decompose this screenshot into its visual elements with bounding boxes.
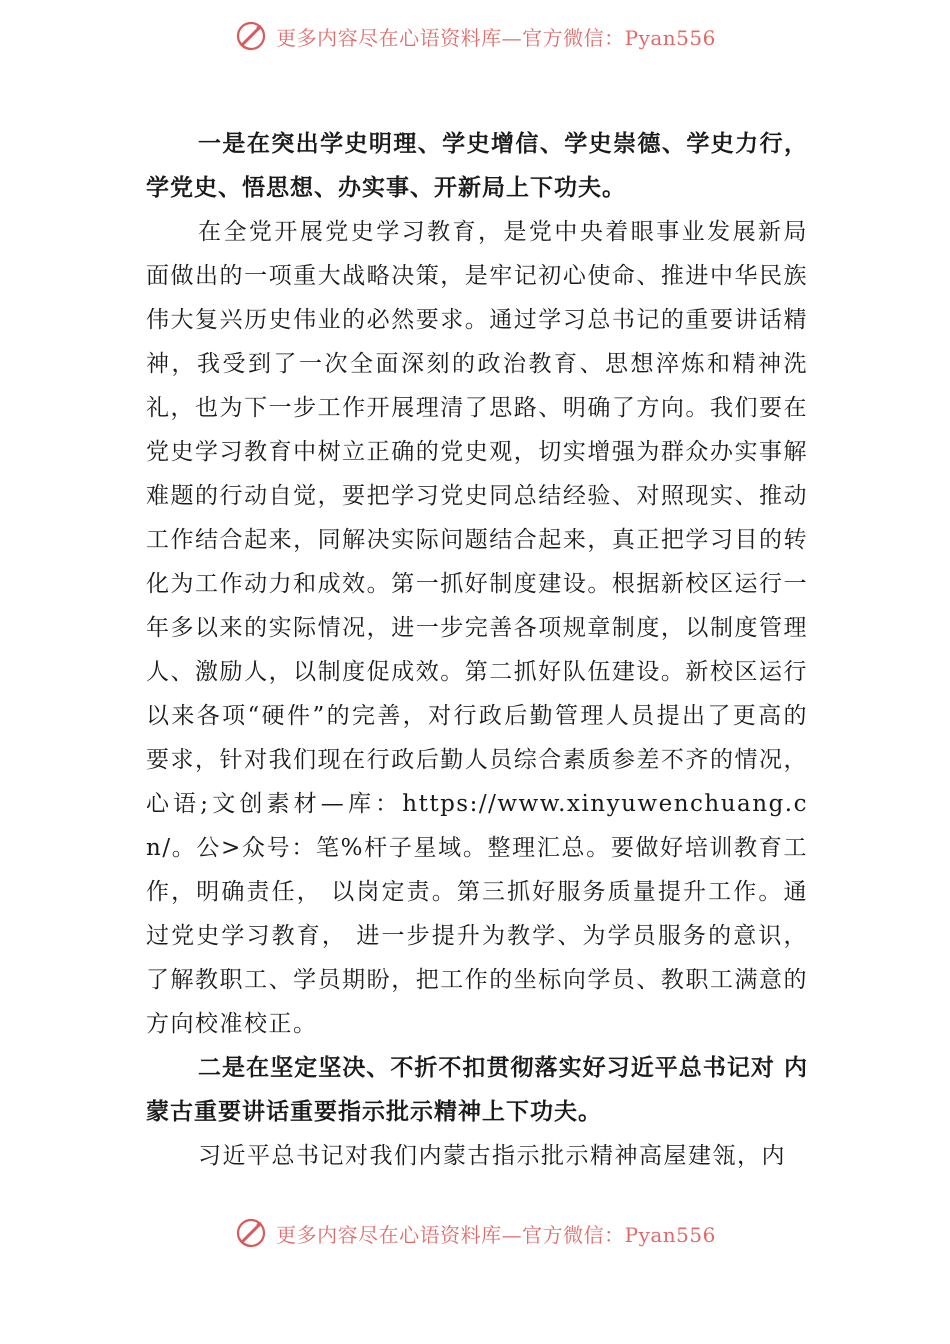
section-heading-2: 二是在坚定坚决、不折不扣贯彻落实好习近平总书记对 内蒙古重要讲话重要指示批示精神上下功夫。 [146,1055,808,1125]
document-body [146,122,808,1178]
body-paragraph-1: 在全党开展党史学习教育，是党中央着眼事业发展新局面做出的一项重大战略决策，是牢记初心使命、推进中华民族伟大复兴历史伟业的必然要求。通过学习总书记的重要讲话精神，我受到了一次全面深刻的政治教育、思想淬炼和精神洗礼，也为下一步工作开展理清了思路、明确了方向。我们要在党史学习教育中树立正确的党史观，切实增强为群众办实事解难题的行动自觉，要把学习党史同总结经验、对照现实、推动工作结合起来，同解决实际问题结合起来，真正把学习目的转化为工作动力和成效。第一抓好制度建设。根据新校区运行一年多以来的实际情况，进一步完善各项规章制度，以制度管理人、激励人，以制度促成效。第二抓好队伍建设。新校区运行以来各项“硬件”的完善，对行政后勤管理人员提出了更高的要求，针对我们现在行政后勤人员综合素质参差不齐的情况，心语;文创素材—库：https://www.xinyuwenchuang.cn/。公>众号：笔%杆子星域。整理汇总。要做好培训教育工作，明确责任， 以岗定责。第三抓好服务质量提升工作。通过党史学习教育， 进一步提升为教学、为学员服务的意识，了解教职工、学员期盼，把工作的坐标向学员、教职工满意的方向校准校正。 [146,219,808,1037]
header-banner [0,16,950,56]
body-paragraph-2: 习近平总书记对我们内蒙古指示批示精神高屋建瓴，内 [198,1143,786,1169]
pen-circle-logo-icon [234,1216,268,1250]
footer-banner-text: 更多内容尽在心语资料库—官方微信：Pyan556 [276,1222,716,1247]
banner-text: 更多内容尽在心语资料库—官方微信：Pyan556 [276,25,716,50]
section-heading-1: 一是在突出学史明理、学史增信、学史崇德、学史力行， 学党史、悟思想、办实事、开新局上下功夫。 [146,131,808,201]
footer-banner [0,1213,950,1253]
pen-circle-logo-icon [234,19,268,53]
